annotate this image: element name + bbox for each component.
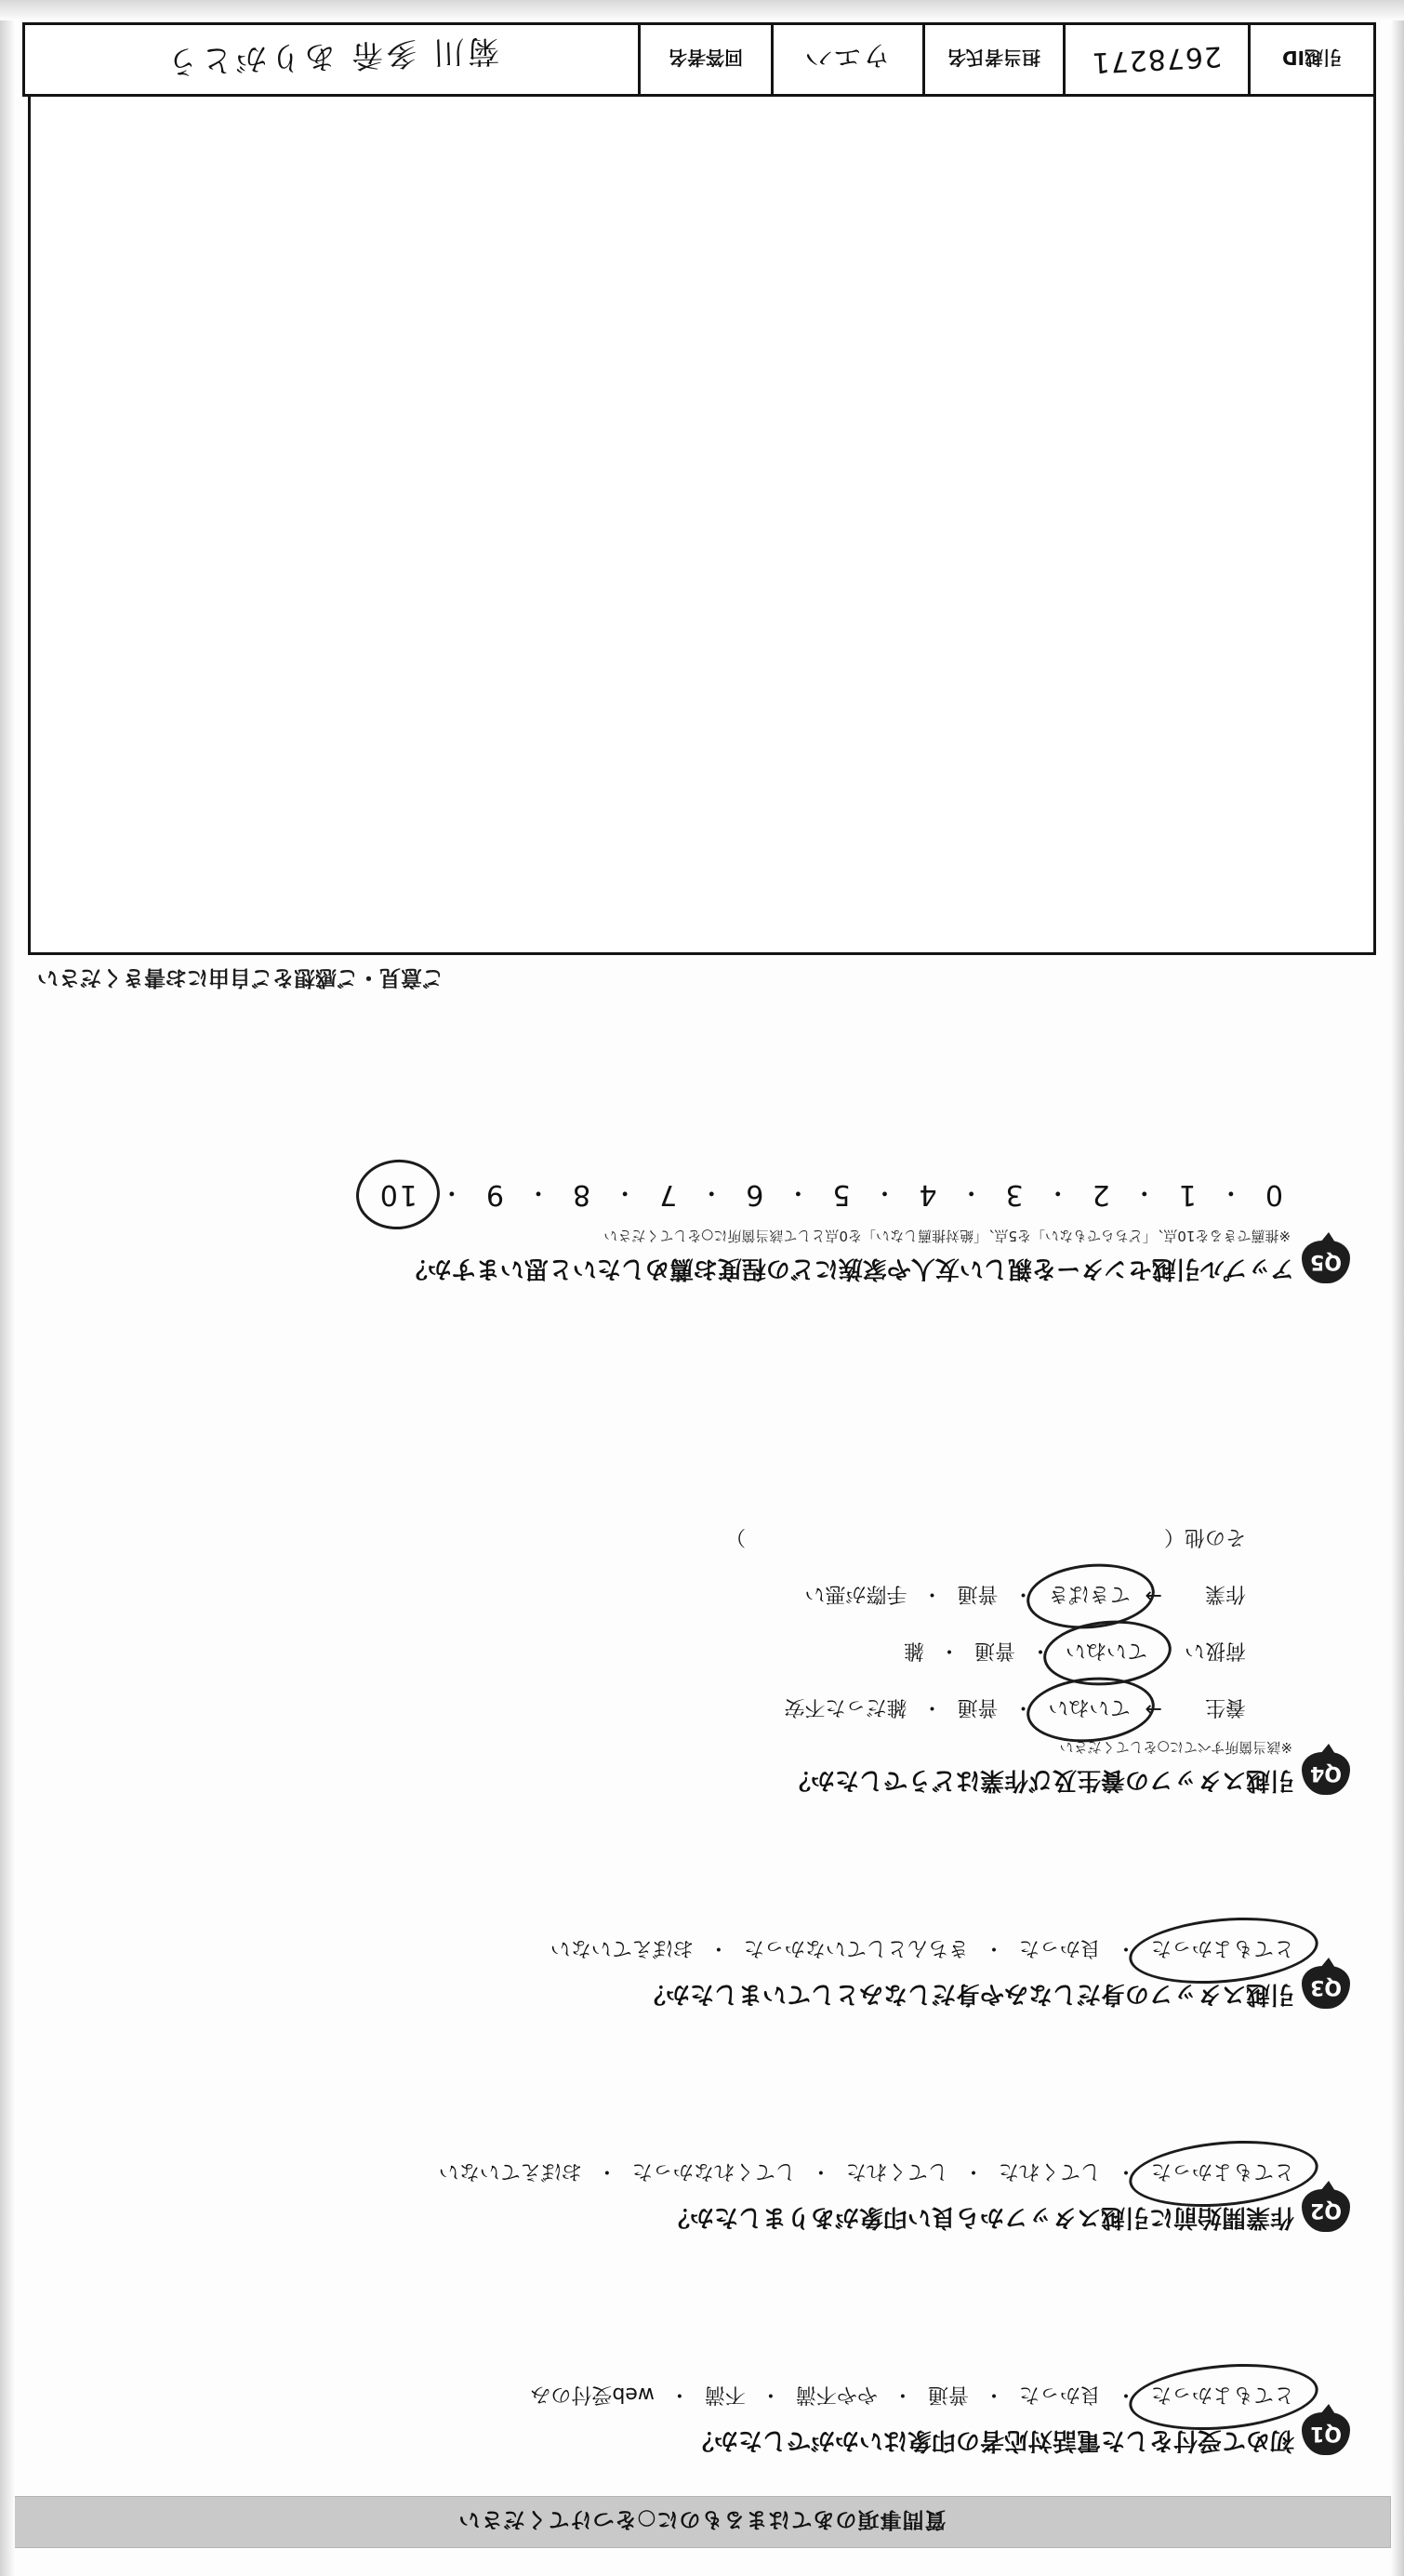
q2-choice-2-label: してくれた xyxy=(845,2159,948,2184)
q2-choice-3-label: してくれなかった xyxy=(631,2159,796,2184)
q4-row-2-choice-1-label: 普通 xyxy=(957,1582,999,1606)
sep: ・ xyxy=(437,1178,464,1207)
id-value-handwriting: 2678271 xyxy=(1090,39,1224,80)
sep: ・ xyxy=(921,1582,943,1606)
sep: ・ xyxy=(708,1936,729,1960)
q4-badge: Q4 xyxy=(1302,1752,1350,1795)
question-block-q1 xyxy=(0,2382,1404,2455)
q2-badge: Q2 xyxy=(1302,2189,1350,2232)
sep: ・ xyxy=(697,1178,724,1207)
q3-choice-1[interactable] xyxy=(1019,1935,1101,1964)
sep: ・ xyxy=(1115,2159,1136,2184)
q5-badge: Q5 xyxy=(1302,1241,1350,1283)
q4-row-2-choice-2[interactable] xyxy=(804,1581,907,1610)
q4-row-1 xyxy=(0,1638,1246,1666)
q3-text: 引越スタッフの身だしなみや身だしなみとしていましたか？ xyxy=(641,1980,1294,2008)
q4-row-1-choice-1[interactable] xyxy=(974,1638,1015,1666)
comment-section xyxy=(0,85,1404,995)
q4-row-0-choice-2[interactable] xyxy=(784,1694,907,1723)
staff-value-handwriting: ウエハ xyxy=(803,37,893,75)
q5-text: アップル引越センターを親しい友人や家族にどの程度お薦めしたいと思いますか？ xyxy=(403,1255,1294,1282)
sep: ・ xyxy=(1043,1178,1070,1207)
q4-row-1-choice-0[interactable] xyxy=(1066,1638,1147,1666)
q1-choice-4-label: 不満 xyxy=(704,2383,746,2407)
q1-choice-4[interactable] xyxy=(705,2382,746,2410)
question-block-q4 xyxy=(0,1524,1404,1795)
q4-row-0-choice-1[interactable] xyxy=(958,1694,999,1723)
q5-scale-10[interactable]: 10 xyxy=(377,1178,417,1212)
q4-other-close: ） xyxy=(724,1525,746,1549)
q2-choice-1-label: してくれた xyxy=(998,2159,1101,2184)
sep: ・ xyxy=(1013,1582,1034,1606)
q4-row-1-choice-0-label: ていねい xyxy=(1065,1639,1147,1663)
q4-row-2 xyxy=(0,1581,1246,1610)
sep: ・ xyxy=(938,1639,960,1663)
sep: ・ xyxy=(784,1178,811,1207)
q1-choice-3-label: やや不満 xyxy=(795,2383,878,2407)
comment-box[interactable] xyxy=(28,85,1376,955)
q1-choice-5-label: web受付のみ xyxy=(530,2383,655,2407)
q2-choice-0-label: とてもよかった xyxy=(1150,2159,1294,2184)
q4-row-2-choice-0-label: てきぱき xyxy=(1048,1582,1131,1606)
sep: ・ xyxy=(810,2159,831,2184)
q3-head xyxy=(0,1977,1404,2009)
q4-text: 引越スタッフの養生及び作業はどうでしたか？ xyxy=(786,1766,1294,1794)
q4-row-0-choice-2-label: 雑だった不安 xyxy=(784,1695,907,1720)
q5-scale-8[interactable]: 8 xyxy=(571,1178,591,1212)
scan-edge-right xyxy=(0,0,15,2576)
instruction-text: 質問事項のあてはまるものに○をつけてください xyxy=(457,2507,947,2532)
q4-row-1-choice-2[interactable] xyxy=(904,1638,924,1666)
q2-choice-3[interactable] xyxy=(632,2158,796,2187)
q2-choice-4-label: おぼえていない xyxy=(438,2159,582,2184)
q1-text: 初めて受付をした電話対応者の印象はいかがでしたか？ xyxy=(689,2426,1294,2454)
q4-row-0-choice-1-label: 普通 xyxy=(957,1695,999,1720)
sep: ・ xyxy=(957,1178,984,1207)
staff-label-cell: 担当者氏名 xyxy=(922,25,1063,94)
q5-scale-4[interactable]: 4 xyxy=(917,1178,937,1212)
q4-row-0-arrow: → xyxy=(1145,1697,1162,1721)
sep: ・ xyxy=(1115,1936,1136,1960)
q3-choice-3-label: おぼえていない xyxy=(550,1936,694,1960)
q3-choices xyxy=(0,1935,1404,1964)
q4-row-1-choice-2-label: 雑 xyxy=(903,1639,924,1663)
q5-scale-7[interactable]: 7 xyxy=(657,1178,678,1212)
q2-choice-1[interactable] xyxy=(999,2158,1101,2187)
sep: ・ xyxy=(870,1178,897,1207)
q3-choice-2-label: きちんとしていなかった xyxy=(743,1936,969,1960)
q3-choice-1-label: 良かった xyxy=(1018,1936,1101,1960)
q1-choice-0-label: とてもよかった xyxy=(1150,2383,1294,2407)
q1-badge: Q1 xyxy=(1302,2412,1350,2455)
q1-choice-1[interactable] xyxy=(1019,2382,1101,2410)
q2-choice-0[interactable] xyxy=(1151,2158,1294,2187)
q4-row-0 xyxy=(0,1694,1246,1723)
staff-value-cell[interactable] xyxy=(771,25,922,94)
sep: ・ xyxy=(921,1695,943,1720)
id-value-cell[interactable] xyxy=(1063,25,1248,94)
q4-row-2-label: 作業 xyxy=(1204,1582,1246,1606)
q3-choice-0[interactable] xyxy=(1151,1935,1294,1964)
q4-head xyxy=(0,1763,1404,1795)
q4-other-label: その他（ xyxy=(1163,1525,1246,1549)
q5-scale xyxy=(0,1177,1404,1212)
sep: ・ xyxy=(669,2383,690,2407)
q2-head xyxy=(0,2200,1404,2232)
question-block-q3 xyxy=(0,1935,1404,2009)
q1-choice-0[interactable] xyxy=(1151,2382,1294,2410)
q5-scale-3[interactable]: 3 xyxy=(1003,1178,1024,1212)
q2-choice-2[interactable] xyxy=(846,2158,948,2187)
q4-row-2-choice-2-label: 手際が悪い xyxy=(804,1582,907,1606)
sep: ・ xyxy=(983,2383,1004,2407)
sep: ・ xyxy=(611,1178,638,1207)
sep: ・ xyxy=(524,1178,551,1207)
sep: ・ xyxy=(760,2383,781,2407)
q1-choice-5[interactable] xyxy=(530,2382,655,2410)
q3-choice-2[interactable] xyxy=(744,1935,969,1964)
sep: ・ xyxy=(983,1936,1004,1960)
sep: ・ xyxy=(962,2159,984,2184)
id-label-cell: 引越ID xyxy=(1248,25,1373,94)
q4-other-field[interactable] xyxy=(0,1524,1404,1553)
sep: ・ xyxy=(1216,1178,1243,1207)
q5-scale-9[interactable]: 9 xyxy=(483,1178,505,1212)
q4-note: ※該当箇所すべてに○をしてください xyxy=(1059,1739,1292,1757)
q1-choices xyxy=(0,2382,1404,2410)
q5-note: ※推薦できるを10点、「どちらでもない」を5点、「絶対推薦しない」を0点として該当箇所に○をしてください xyxy=(603,1228,1291,1245)
q4-row-2-arrow: → xyxy=(1145,1584,1162,1608)
q5-scale-2[interactable]: 2 xyxy=(1090,1178,1110,1212)
sep: ・ xyxy=(1115,2383,1136,2407)
sep: ・ xyxy=(596,2159,617,2184)
q4-row-1-label: 荷扱い xyxy=(1184,1639,1246,1663)
sep: ・ xyxy=(1029,1639,1051,1663)
q2-choices xyxy=(0,2158,1404,2187)
q4-row-2-choice-0[interactable] xyxy=(1049,1581,1131,1610)
q1-choice-3[interactable] xyxy=(796,2382,878,2410)
question-block-q2 xyxy=(0,2158,1404,2232)
q1-head xyxy=(0,2423,1404,2455)
sep: ・ xyxy=(1130,1178,1157,1207)
instruction-band xyxy=(13,2496,1391,2548)
q4-row-2-choice-1[interactable] xyxy=(958,1581,999,1610)
q4-row-0-choice-0-label: ていねい xyxy=(1048,1695,1131,1720)
q3-badge: Q3 xyxy=(1302,1966,1350,2009)
q4-row-0-label: 養生 xyxy=(1204,1695,1246,1720)
responder-value-handwriting: 菊川 多希 ありがとう xyxy=(163,32,500,81)
q3-choice-0-label: とてもよかった xyxy=(1150,1936,1294,1960)
q3-choice-3[interactable] xyxy=(550,1935,694,1964)
q4-rows xyxy=(0,1581,1404,1723)
comment-label: ご意見・ご感想をご自由にお書きください xyxy=(37,965,444,989)
q1-choice-2-label: 普通 xyxy=(927,2383,969,2407)
footer-id-table xyxy=(22,22,1376,97)
responder-value-cell[interactable] xyxy=(25,25,638,94)
q5-scale-5[interactable]: 5 xyxy=(830,1178,851,1212)
q1-choice-1-label: 良かった xyxy=(1018,2383,1101,2407)
q5-head xyxy=(0,1252,1404,1283)
q2-text: 作業開始前に引越スタッフから良い印象がありましたか？ xyxy=(665,2203,1294,2231)
scan-edge-bottom xyxy=(0,0,1404,20)
q4-row-1-choice-1-label: 普通 xyxy=(974,1639,1015,1663)
scan-edge-left xyxy=(1391,0,1404,2576)
q5-scale-6[interactable]: 6 xyxy=(744,1178,764,1212)
responder-label-cell: 回答者名 xyxy=(638,25,771,94)
q5-scale-1[interactable]: 1 xyxy=(1176,1178,1197,1212)
question-block-q5 xyxy=(0,1177,1404,1283)
q5-scale-0[interactable]: 0 xyxy=(1263,1178,1283,1212)
sep: ・ xyxy=(1013,1695,1034,1720)
q1-choice-2[interactable] xyxy=(928,2382,969,2410)
q2-choice-4[interactable] xyxy=(439,2158,582,2187)
sep: ・ xyxy=(892,2383,913,2407)
q4-row-0-choice-0[interactable] xyxy=(1049,1694,1131,1723)
